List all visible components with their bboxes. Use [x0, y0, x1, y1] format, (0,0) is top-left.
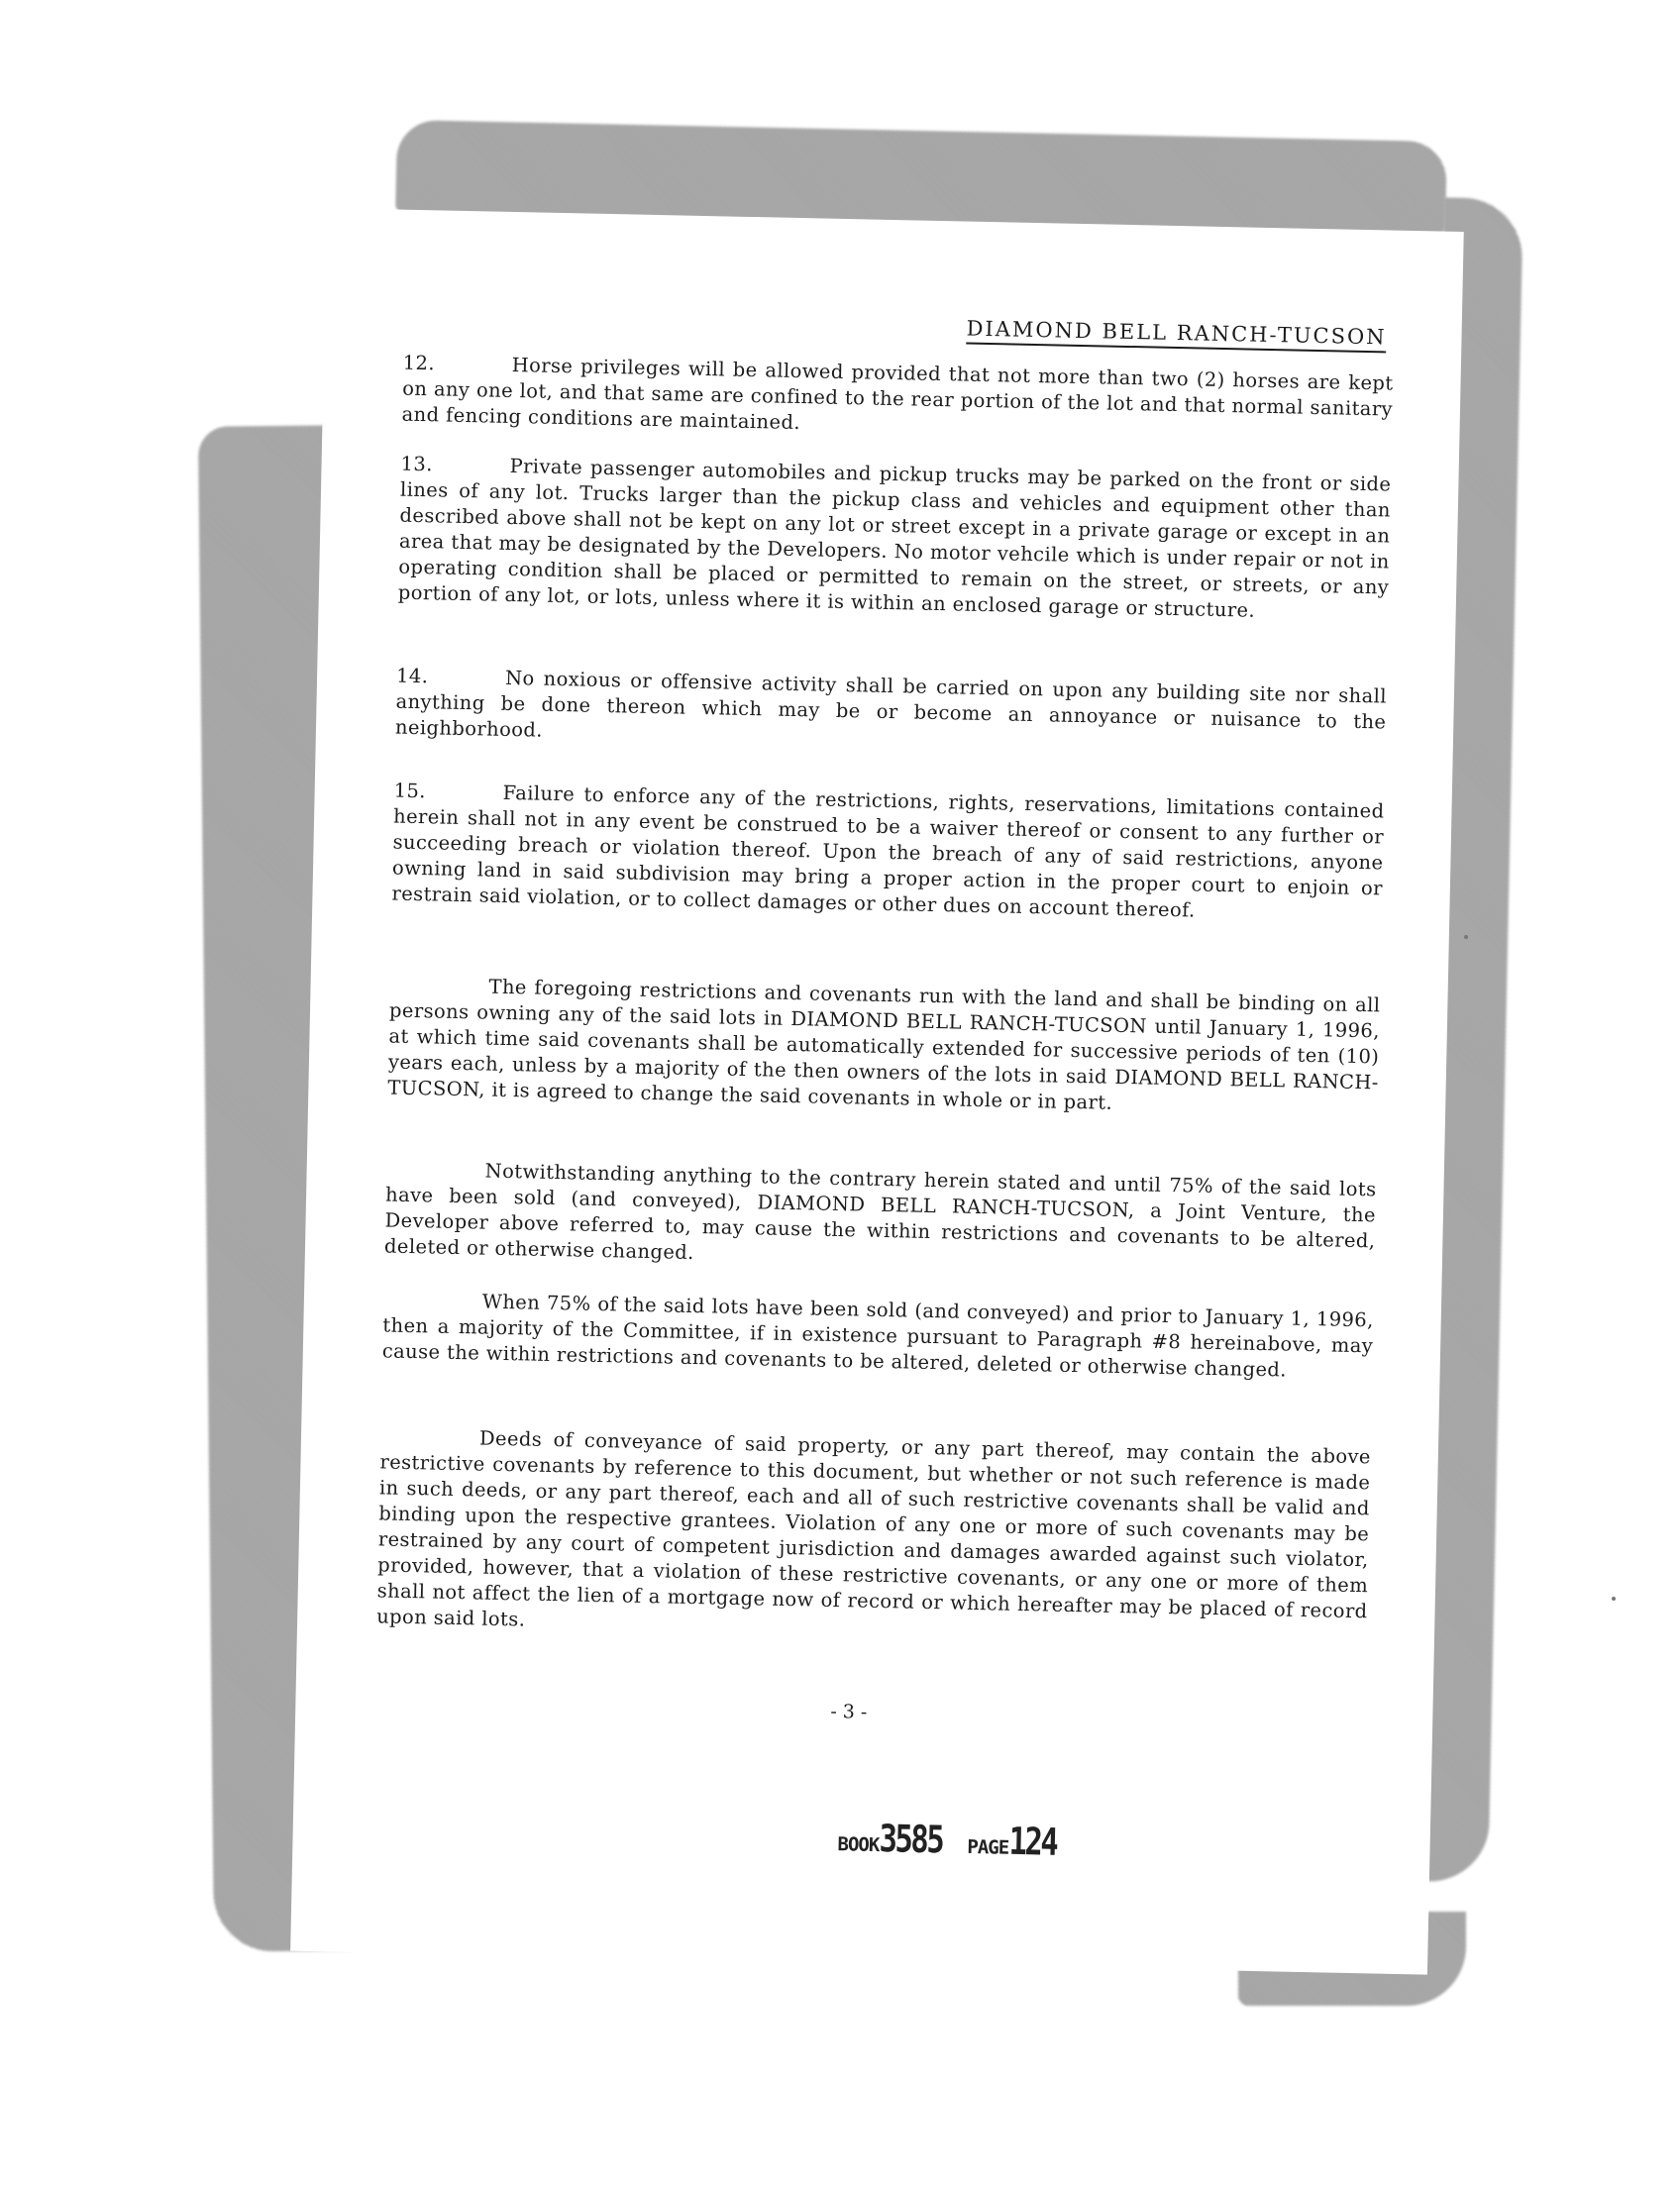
paragraph-text: When 75% of the said lots have been sold (and conveyed) and prior to January 1, 1996, then a majority of the Committee, if in existence pursuant to Paragraph #8 hereinabove, may cause the within restrictions and covenants to be altered, deleted or otherwise changed. [381, 1290, 1374, 1382]
book-label: BOOK [837, 1833, 880, 1857]
paragraph-text: Notwithstanding anything to the contrary herein stated and until 75% of the said lots have been sold (and conveyed), DIAMOND BELL RANCH-TUCSON, a Joint Venture, the Developer above referred to, may cause the within restrictions and covenants to be altered, deleted or otherwise changed. [383, 1159, 1377, 1264]
document-header: DIAMOND BELL RANCH-TUCSON [966, 317, 1387, 354]
page-label: PAGE [967, 1835, 1009, 1859]
paragraph-majority [382, 1287, 1374, 1385]
page-value: 124 [1007, 1819, 1057, 1864]
paragraph-text: Failure to enforce any of the restrictions, rights, reservations, limitations contained herein shall not in any event be construed to be a waiver thereof or consent to any further or succeeding breach or violation thereof. Upon the breach of any of said restrictions, anyone owning land in said subdivision may bring a proper action in the proper court to enjoin or restrain said violation, or to collect damages or other dues on account thereof. [391, 781, 1385, 922]
document-page [290, 208, 1464, 1975]
paragraph-12 [401, 351, 1393, 449]
paragraph-number: 15. [393, 779, 427, 803]
paragraph-notwithstanding [384, 1156, 1377, 1280]
book-page-stamp [837, 1816, 1068, 1864]
scan-speck [1612, 1597, 1616, 1601]
paragraph-text: Horse privileges will be allowed provided that not more than two (2) horses are kept on any one lot, and that same are confined to the rear portion of the lot and that normal sanitary and fencing conditions are maintained. [401, 353, 1394, 435]
paragraph-13 [398, 452, 1392, 627]
scan-speck [1464, 935, 1468, 939]
paragraph-text: Deeds of conveyance of said property, or any part thereof, may contain the above restrictive covenants by reference to this document, but whether or not such reference is made in such deeds, or any part thereof, each and all of such restrictive covenants shall be valid and binding upon the respective grantees. Violation of any one or more of such covenants may be restrained by any court of competent jurisdiction and damages awarded against such violator, provided, however, that a violation of these restrictive covenants, or any one or more of them shall not affect the lien of a mortgage now of record or which hereafter may be placed of record upon said lots. [375, 1426, 1372, 1631]
paragraph-number: 13. [400, 452, 434, 476]
paragraph-text: No noxious or offensive activity shall be carried on upon any building site nor shall anything be done thereon which may be or become an annoyance or nuisance to the neighborhood. [394, 666, 1388, 742]
paragraph-deeds [376, 1423, 1371, 1650]
paragraph-text: Private passenger automobiles and pickup trucks may be parked on the front or side lines of any lot. Trucks larger than the pickup class and vehicles and equipment other than described above shall not be kept on any lot or street except in a private garage or except in an area that may be designated by the Developers. No motor vehcile which is under repair or not in operating condition shall be placed or permitted to remain on the street, or streets, or any portion of any lot, or lots, unless where it is within an enclosed garage or structure. [397, 454, 1392, 622]
paragraph-text: The foregoing restrictions and covenants run with the land and shall be binding on all persons owning any of the said lots in DIAMOND BELL RANCH-TUCSON until January 1, 1996, at which time said covenants shall be automatically extended for successive periods of ten (10) years each, unless by a majority of the then owners of the lots in said DIAMOND BELL RANCH-TUCSON, it is agreed to change the said covenants in whole or in part. [387, 975, 1381, 1114]
page-number: - 3 - [830, 1700, 868, 1723]
book-number: 3585 [878, 1817, 943, 1862]
paragraph-15 [391, 779, 1385, 928]
paragraph-covenants-term [387, 973, 1381, 1122]
paragraph-number: 12. [402, 351, 436, 375]
paragraph-14 [395, 664, 1387, 762]
paragraph-number: 14. [395, 664, 429, 688]
